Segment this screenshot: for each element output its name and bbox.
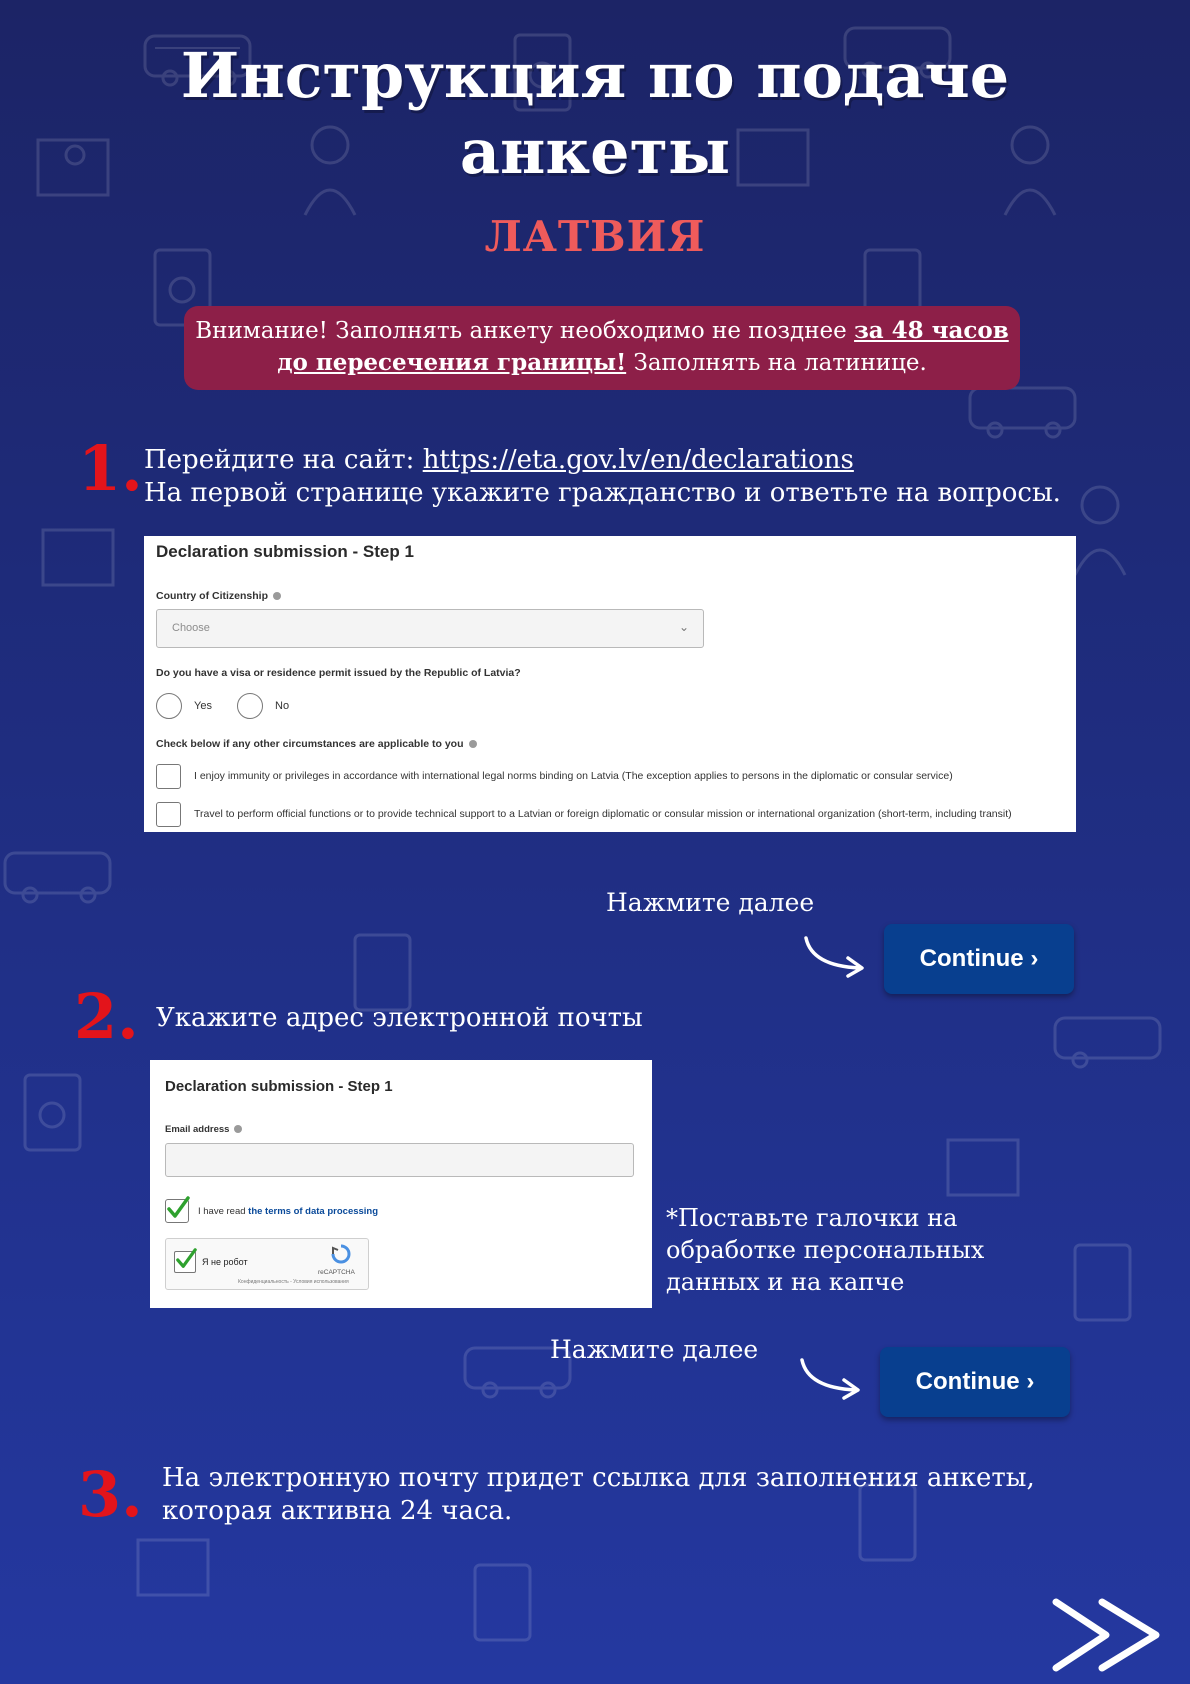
visa-question: Do you have a visa or residence permit issued by the Republic of Latvia?	[156, 667, 521, 679]
immunity-option-label: I enjoy immunity or privileges in accordance with international legal norms binding on Latvia (The exception applies to persons in the diplomatic or consular service)	[194, 770, 953, 782]
radio-no-label: No	[275, 700, 290, 712]
title-line-1: Инструкция по подаче	[180, 39, 1010, 112]
step-3-line-2: которая активна 24 часа.	[162, 1496, 513, 1526]
step-1-instructions: На первой странице укажите гражданство и ответьте на вопросы.	[144, 478, 1061, 508]
citizenship-select[interactable]	[156, 609, 704, 648]
map-doodle-icon	[940, 1130, 1030, 1205]
step-2-number: 2.	[74, 980, 139, 1053]
captcha-checkbox[interactable]	[174, 1251, 196, 1273]
captcha-links: Конфиденциальность - Условия использования	[238, 1279, 349, 1285]
email-field[interactable]	[165, 1143, 634, 1177]
terms-checkbox[interactable]	[165, 1199, 189, 1223]
official-functions-checkbox[interactable]	[156, 802, 181, 827]
step-1-text	[144, 444, 1061, 510]
step-2-form-screenshot	[150, 1060, 652, 1308]
double-chevron-right-icon[interactable]	[1050, 1596, 1168, 1674]
form-title: Declaration submission - Step 1	[165, 1078, 393, 1095]
form-title: Declaration submission - Step 1	[156, 542, 414, 561]
eta-website-link[interactable]: https://eta.gov.lv/en/declarations	[422, 445, 854, 475]
terms-text: I have read the terms of data processing	[198, 1206, 379, 1217]
info-icon	[234, 1125, 242, 1133]
continue-button[interactable]: Continue ›	[880, 1347, 1070, 1417]
immunity-checkbox[interactable]	[156, 764, 181, 789]
captcha-label: Я не робот	[202, 1257, 248, 1267]
step-2-text: Укажите адрес электронной почты	[156, 1003, 643, 1033]
chevron-down-icon: ⌄	[678, 620, 689, 634]
citizenship-placeholder: Choose	[172, 622, 210, 634]
step-3-number: 3.	[78, 1458, 143, 1531]
step-1-prefix: Перейдите на сайт:	[144, 445, 423, 475]
passport-doodle-icon	[20, 1070, 90, 1155]
press-next-label: Нажмите далее	[550, 1335, 759, 1364]
terms-link[interactable]: the terms of data processing	[248, 1206, 379, 1217]
info-icon	[273, 592, 281, 600]
checkmark-icon	[175, 1248, 197, 1270]
citizenship-label: Country of Citizenship	[156, 590, 281, 602]
country-subtitle: ЛАТВИЯ	[484, 212, 706, 261]
step-1-form-screenshot	[144, 536, 1076, 832]
note-line-2: обработке персональных	[666, 1236, 985, 1264]
passport-doodle-icon	[1070, 1240, 1140, 1325]
email-label: Email address	[165, 1124, 242, 1135]
note-line-3: данных и на капче	[666, 1268, 905, 1296]
warning-text-start: Внимание! Заполнять анкету необходимо не позднее	[195, 318, 855, 344]
step-1-number: 1.	[78, 432, 143, 505]
step-3-line-1: На электронную почту придет ссылка для заполнения анкеты,	[162, 1463, 1035, 1493]
circumstances-label: Check below if any other circumstances are applicable to you	[156, 738, 477, 750]
warning-text-end: Заполнять на латинице.	[626, 350, 927, 376]
page-title	[0, 38, 1190, 190]
warning-banner	[184, 306, 1020, 390]
continue-button[interactable]: Continue ›	[884, 924, 1074, 994]
captcha-brand: reCAPTCHA	[318, 1269, 355, 1276]
map-doodle-icon	[130, 1530, 220, 1605]
note-line-1: *Поставьте галочки на	[666, 1204, 958, 1232]
bus-doodle-icon	[1050, 1010, 1170, 1070]
press-next-label: Нажмите далее	[606, 888, 815, 917]
title-line-2: анкеты	[459, 115, 731, 188]
radio-no[interactable]	[237, 693, 263, 719]
checkbox-note	[666, 1202, 984, 1298]
checkmark-icon	[166, 1196, 190, 1220]
step-3-text	[162, 1462, 1035, 1528]
radio-yes-label: Yes	[194, 700, 212, 712]
info-icon	[469, 740, 477, 748]
official-functions-option-label: Travel to perform official functions or to provide technical support to a Latvian or foreign diplomatic or consular mission or international organization (short-term, including transit)	[194, 808, 1012, 820]
bus-doodle-icon	[0, 845, 120, 905]
curved-arrow-icon	[800, 932, 870, 978]
passport-doodle-icon	[470, 1560, 540, 1645]
map-doodle-icon	[35, 520, 125, 595]
curved-arrow-icon	[796, 1354, 866, 1400]
radio-yes[interactable]	[156, 693, 182, 719]
warning-deadline: за 48 часов до пересечения границы!	[277, 317, 1009, 376]
recaptcha-logo-icon	[330, 1244, 352, 1264]
recaptcha-widget[interactable]	[165, 1238, 369, 1290]
